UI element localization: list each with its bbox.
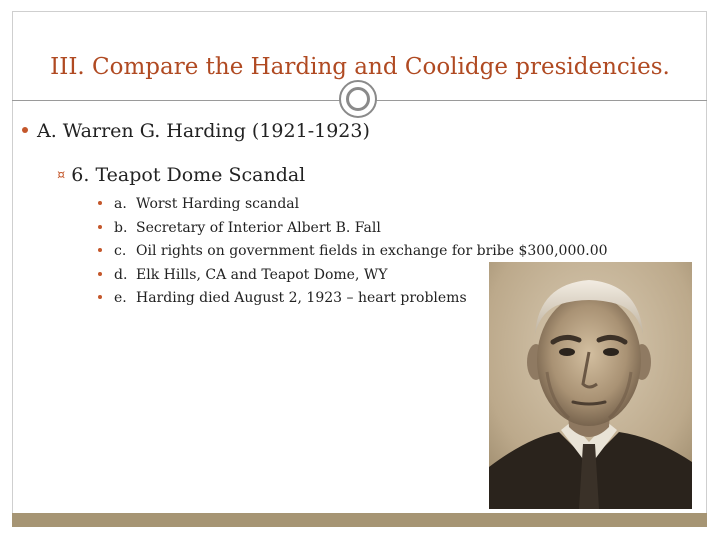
ring-ornament-inner xyxy=(346,87,370,111)
item-letter: c. xyxy=(114,243,127,259)
list-item xyxy=(98,240,608,264)
item-text: Worst Harding scandal xyxy=(136,196,300,212)
ring-ornament-icon xyxy=(339,80,377,118)
list-item xyxy=(98,193,608,217)
harding-portrait xyxy=(489,262,692,509)
item-text: Oil rights on government fields in exchange for bribe $300,000.00 xyxy=(136,243,608,259)
dot-bullet-icon xyxy=(98,248,102,252)
dot-bullet-icon xyxy=(98,272,102,276)
item-text: Harding died August 2, 1923 – heart problems xyxy=(136,290,467,306)
item-letter: d. xyxy=(114,266,128,283)
footer-bar xyxy=(12,513,707,527)
dot-bullet-icon xyxy=(98,225,102,229)
subheading-teapot-dome xyxy=(57,164,305,186)
item-letter: b. xyxy=(114,219,128,236)
slide-title: III. Compare the Harding and Coolidge presidencies. xyxy=(50,54,670,80)
list-item xyxy=(98,217,608,241)
heading-harding xyxy=(22,120,370,142)
round-bullet-icon xyxy=(22,127,28,133)
x-bullet-icon: ¤ xyxy=(57,168,66,183)
dot-bullet-icon xyxy=(98,295,102,299)
item-letter: e. xyxy=(114,290,127,306)
item-text: Secretary of Interior Albert B. Fall xyxy=(136,219,381,236)
subheading-text: 6. Teapot Dome Scandal xyxy=(71,164,306,186)
item-letter: a. xyxy=(114,196,127,212)
item-text: Elk Hills, CA and Teapot Dome, WY xyxy=(136,266,388,283)
heading-text: A. Warren G. Harding (1921-1923) xyxy=(37,120,370,142)
dot-bullet-icon xyxy=(98,201,102,205)
